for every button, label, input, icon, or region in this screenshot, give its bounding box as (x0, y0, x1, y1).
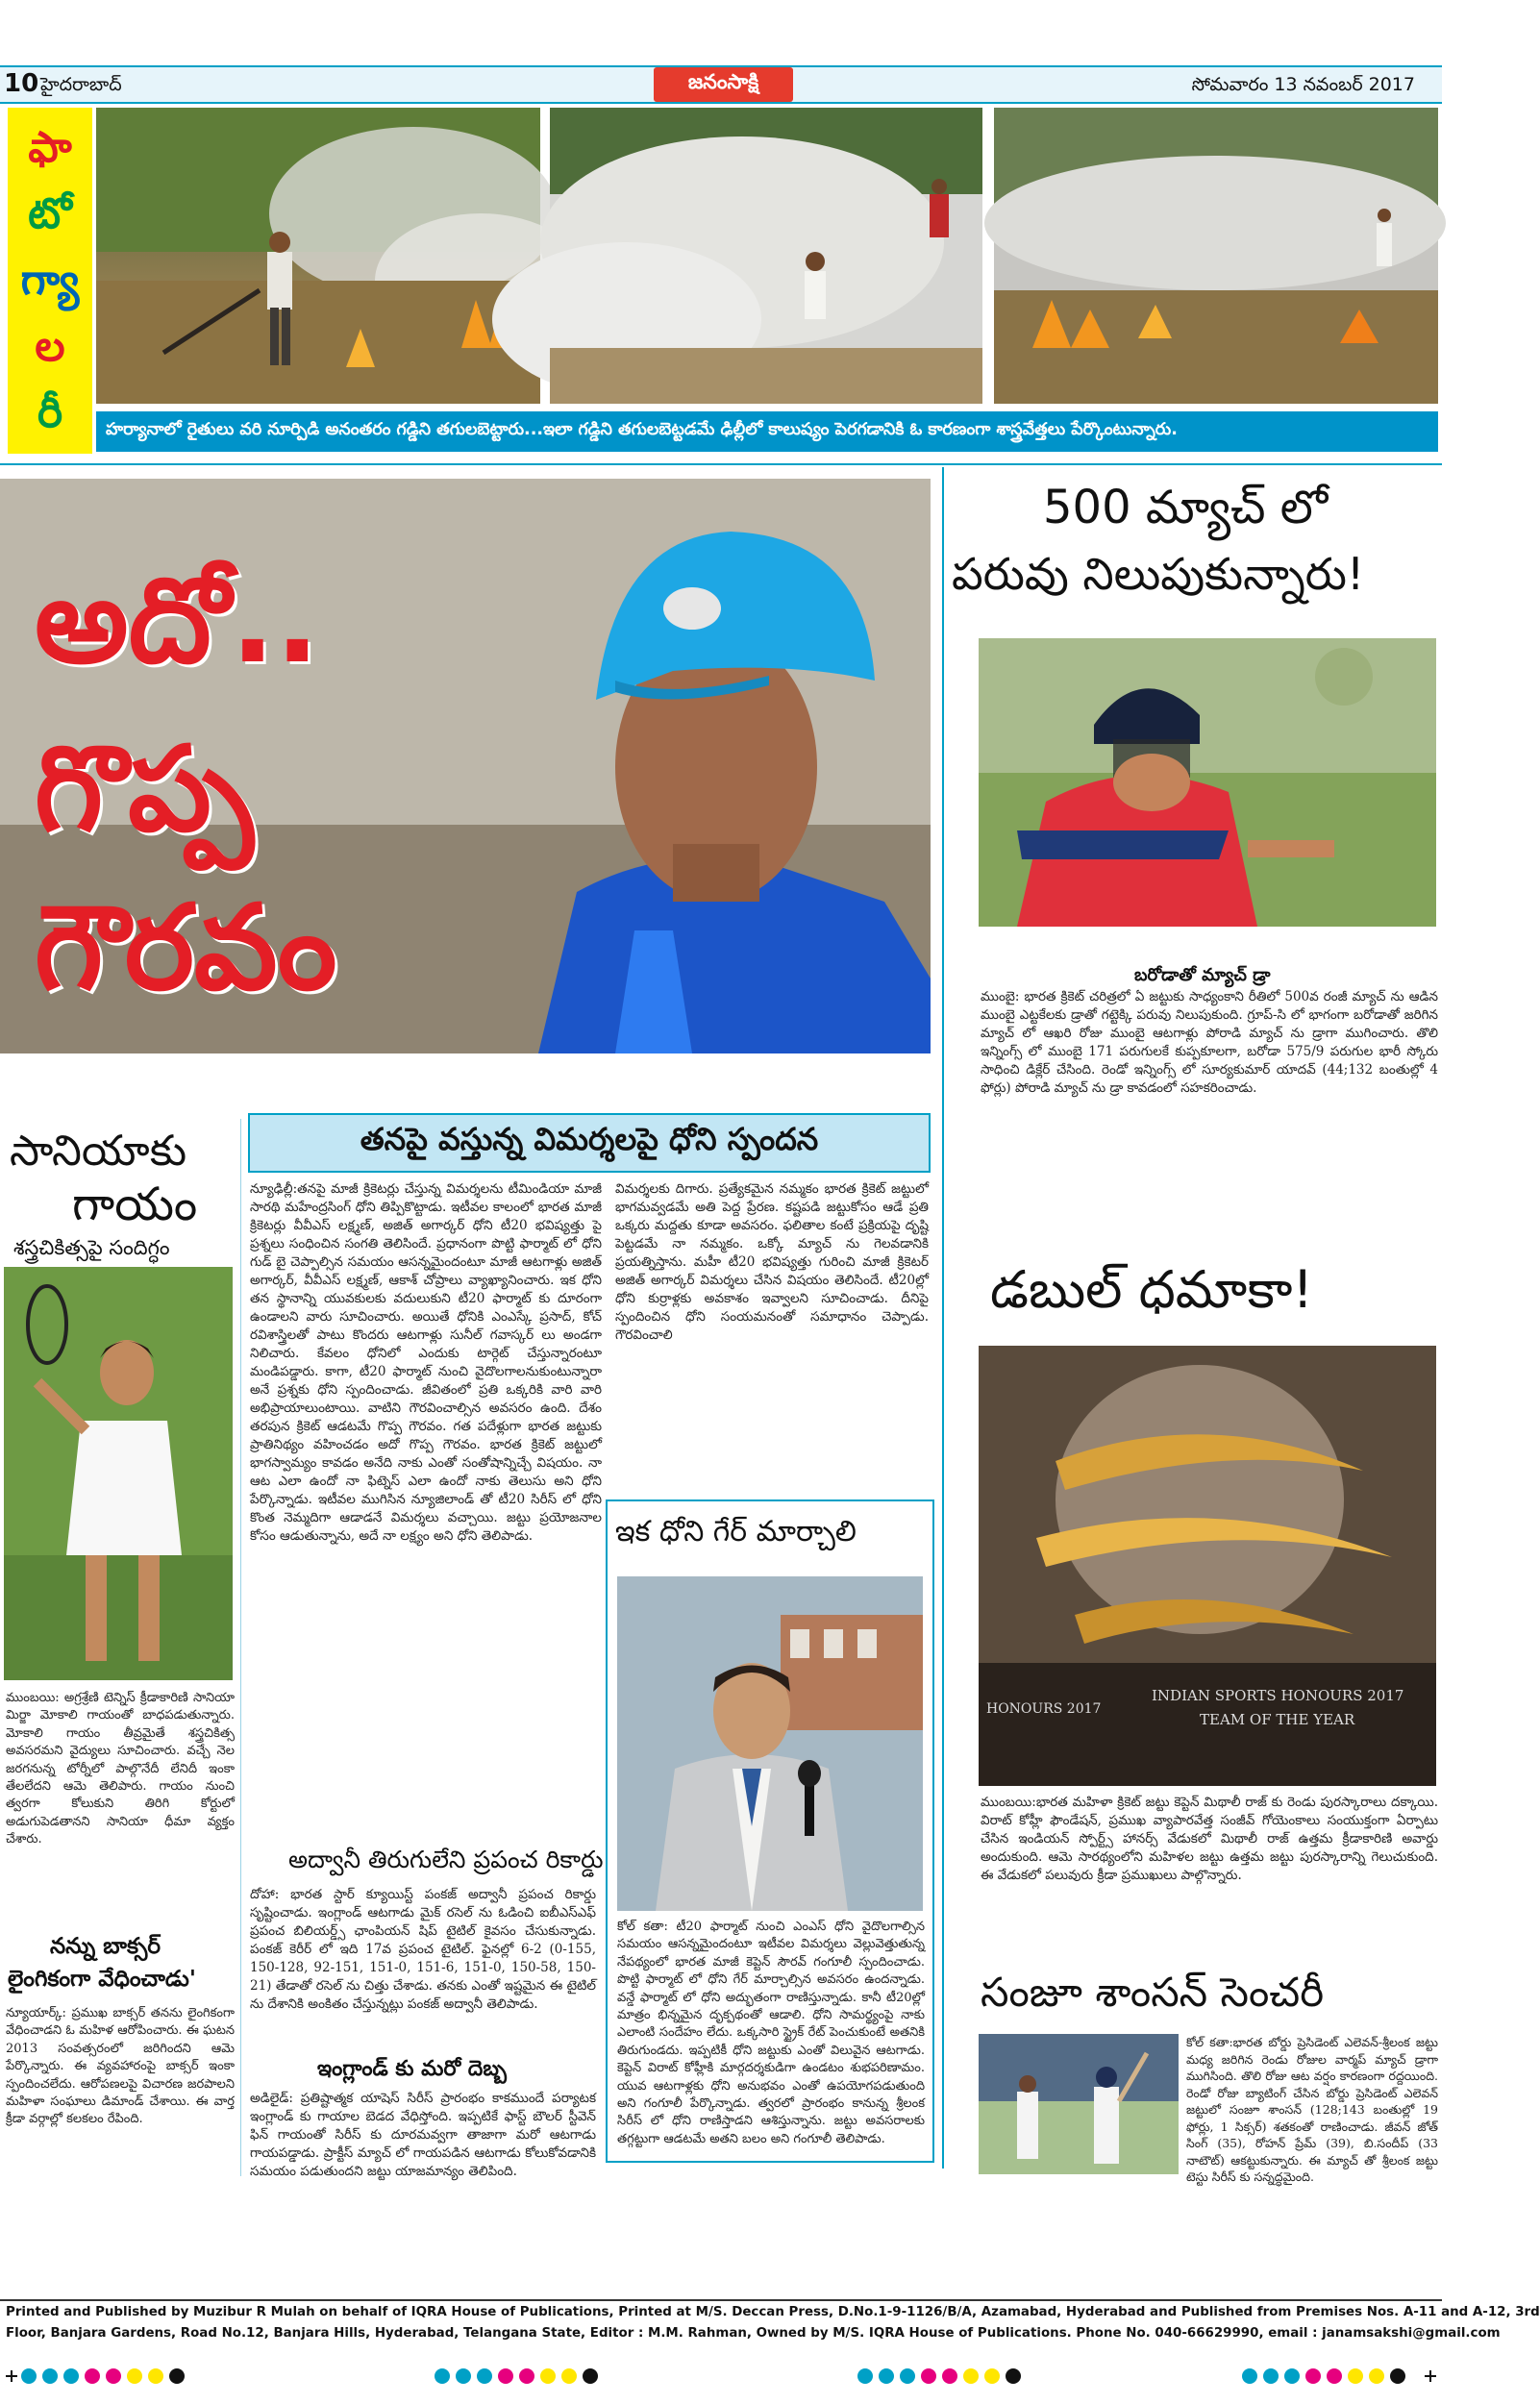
sania-photo (4, 1267, 233, 1680)
footer-rule (0, 2299, 1442, 2301)
ganguly-photo (617, 1576, 923, 1911)
ganguly-sidebar-title: ఇక ధోని గేర్ మార్చాలి (615, 1515, 857, 1549)
gallery-caption-bar (96, 411, 1438, 452)
trophy-plaque-left: HONOURS 2017 (986, 1701, 1102, 1717)
england-title: ఇంగ్లాండ్ కు మరో దెబ్బ (317, 2057, 507, 2081)
sania-title-line-1: సానియాకు (10, 1127, 187, 1176)
gallery-label-char: ల (35, 321, 65, 371)
sania-title-line-2: గాయం (72, 1177, 198, 1231)
gallery-label-char: రీ (37, 387, 63, 437)
samson-illustration (979, 2034, 1179, 2174)
cricketer-illustration (979, 638, 1436, 927)
boxer-title-line-1: నన్ను బాక్సర్ (50, 1934, 161, 1959)
page-number: 10 (4, 69, 39, 98)
logo (654, 67, 793, 102)
gallery-photo-farmer-burning (96, 108, 540, 404)
tennis-player-illustration (4, 1267, 233, 1680)
story1-title-line-2: పరువు నిలుపుకున్నారు! (952, 548, 1365, 600)
city-label: హైదరాబాద్ (40, 74, 122, 95)
story2-title: డబుల్ ధమాకా! (990, 1259, 1314, 1320)
dhoni-headline-line-1: అదో.. (35, 553, 320, 689)
gallery-label-char: ఫా (28, 123, 72, 173)
sania-body: ముంబయి: అగ్రశ్రేణి టెన్నిస్ క్రీడాకారిణి సానియా మిర్జా మోకాలి గాయంతో బాధపడుతున్నారు. మోకాలి గాయం తీవ్రమైతే శస్త్రచికిత్స అవసరమని వైద్యులు సూచించారు. వచ్చే నెల జరగనున్న టోర్నీలో పాల్గొనేదీ లేనిదీ ఇంకా తేలలేదని ఆమె తెలిపారు. గాయం నుంచి త్వరగా కోలుకుని తిరిగి కోర్టులో అడుగుపెడతానని సానియా ధీమా వ్యక్తం చేశారు. (6, 1691, 235, 1847)
gallery-label (8, 108, 92, 454)
burning-field-illustration (96, 108, 540, 404)
gallery-caption: హర్యానాలో రైతులు వరి నూర్పిడి అనంతరం గడ్డిని తగులబెట్టారు...ఇలా గడ్డిని తగులబెట్టడమే ఢిల్లీలో కాలుష్యం పెరగడానికి ఓ కారణంగా శాస్త్రవేత్తలు పేర్కొంటున్నారు. (106, 420, 1178, 439)
story1-title-line-1: 500 మ్యాచ్ లో (1043, 481, 1329, 534)
sania-subtitle: శస్త్రచికిత్సపై సందిగ్ధం (13, 1236, 170, 1259)
smoke-field-illustration (550, 108, 982, 404)
story1-photo-caption: బరోడాతో మ్యాచ్ డ్రా (1134, 965, 1271, 985)
dhoni-subheadline: తనపై వస్తున్న విమర్శలపై ధోని స్పందన (360, 1121, 819, 1157)
dhoni-subheadline-bar (248, 1113, 931, 1173)
column-rule (240, 1119, 241, 2176)
gallery-label-char: టో (28, 189, 72, 239)
dhoni-headline-line-2: గొప్ప (35, 721, 255, 857)
advani-title: అద్వానీ తిరుగులేని ప్రపంచ రికార్డు (288, 1846, 604, 1873)
advani-body: దోహా: భారత స్టార్ క్యూయిస్ట్ పంకజ్ అద్వానీ ప్రపంచ రికార్డు సృష్టించాడు. ఇంగ్లాండ్ ఆటగాడు మైక్ రసెల్ ను ఓడించి ఐబీఎస్ఎఫ్ ప్రపంచ బిలియర్డ్స్ ఛాంపియన్ షిప్ టైటిల్ కైవసం చేసుకున్నాడు. పంకజ్ కెరీర్ లో ఇది 17వ ప్రపంచ టైటిల్. ఫైనల్లో 6-2 (0-155, 150-128, 92-151, 151-0, 151-6, 151-0, 150-58, 150-21) తేడాతో రసెల్ ను చిత్తు చేశాడు. తనకు ఎంతో ఇష్టమైన ఈ టైటిల్ ను దేశానికి అంకితం చేస్తున్నట్లు పంకజ్ అద్వానీ తెలిపాడు. (250, 1887, 596, 2012)
section-divider (0, 463, 1442, 465)
story3-title: సంజూ శాంసన్ సెంచరీ (981, 1969, 1325, 2016)
story3-body: కోల్ కతా:భారత బోర్డు ప్రెసిడెంట్ ఎలెవన్-శ్రీలంక జట్టు మధ్య జరిగిన రెండు రోజుల వార్మప్ మ్యాచ్ డ్రాగా ముగిసింది. తొలి రోజు ఆట వర్షం కారణంగా రద్దయింది. రెండో రోజు బ్యాటింగ్ చేసిన బోర్డు ప్రెసిడెంట్ ఎలెవన్ జట్టులో సంజూ శాంసన్ (128;143 బంతుల్లో 19 ఫోర్లు, 1 సిక్సర్) శతకంతో రాణించాడు. జీవన్ జోత్ సింగ్ (35), రోహన్ ప్రేమ్ (39), బి.సందీప్ (33 నాటౌట్) ఆకట్టుకున్నారు. ఈ మ్యాచ్ తో శ్రీలంక జట్టు టెస్టు సిరీస్ కు సన్నద్ధమైంది. (1186, 2035, 1438, 2184)
issue-date: సోమవారం 13 నవంబర్ 2017 (1191, 74, 1415, 95)
footer-line-1: Printed and Published by Muzibur R Mulah on behalf of IQRA House of Publications, Printed at M/S. Deccan Press, D.No.1-9-1126/B/A, Azamabad, Hyderabad and Published from Premises Nos. A-11 and A-12, 3rd (6, 2305, 1540, 2319)
dhoni-headline-line-3: గౌరవం (35, 880, 337, 1016)
ganguly-body: కోల్ కతా: టీ20 ఫార్మాట్ నుంచి ఎంఎస్ ధోని వైదొలగాల్సిన సమయం ఆసన్నమైందంటూ ఇటీవల విమర్శలు వెల్లువెత్తుతున్న నేపథ్యంలో భారత మాజీ కెప్టెన్ సౌరవ్ గంగూలీ స్పందించాడు. పొట్టి ఫార్మాట్ లో ధోని గేర్ మార్చాల్సిన అవసరం ఉందన్నాడు. వన్డే ఫార్మాట్ లో ధోని అద్భుతంగా రాణిస్తున్నాడు. కానీ టీ20ల్లో మాత్రం భిన్నమైన దృక్పథంతో ఆడాలి. ధోని సామర్థ్యంపై నాకు ఎలాంటి సందేహం లేదు. ఒక్కసారి స్ట్రైక్ రేట్ పెంచుకుంటే అతనికి తిరుగుండదు. ఇప్పటికీ ధోని జట్టుకు ఎంతో విలువైన ఆటగాడు. కెప్టెన్ విరాట్ కోహ్లీకి మార్గదర్శకుడిగా ఉండటం శుభపరిణామం. యువ ఆటగాళ్లకు ధోని అనుభవం ఎంతో ఉపయోగపడుతుంది అని గంగూలీ పేర్కొన్నాడు. త్వరలో ప్రారంభం కానున్న శ్రీలంక సిరీస్ లో ధోని రాణిస్తాడని ఆశిస్తున్నాను. జట్టు అవసరాలకు తగ్గట్టుగా ఆడటమే అతని బలం అని గంగూలీ తెలిపాడు. (617, 1920, 925, 2146)
field-fire-illustration (994, 108, 1438, 404)
boxer-body: న్యూయార్క్: ప్రముఖ బాక్సర్ తనను లైంగికంగా వేధించాడని ఓ మహిళ ఆరోపించారు. ఈ ఘటన 2013 సంవత్సరంలో జరిగిందని ఆమె పేర్కొన్నారు. ఈ వ్యవహారంపై బాక్సర్ ఇంకా స్పందించలేదు. ఆరోపణలపై విచారణ జరపాలని మహిళా సంఘాలు డిమాండ్ చేశాయి. ఈ వార్త క్రీడా వర్గాల్లో కలకలం రేపింది. (6, 2006, 235, 2127)
gallery-photo-smoke-field (550, 108, 982, 404)
registration-mark-strip (0, 2357, 1442, 2395)
column-rule (942, 467, 944, 2169)
boxer-title-line-2: లైంగికంగా వేధించాడు' (8, 1967, 196, 1992)
logo-text: జనంసాక్షి (687, 70, 759, 93)
trophy-photo (979, 1346, 1436, 1786)
ganguly-illustration (617, 1576, 923, 1911)
footer-line-2: Floor, Banjara Gardens, Road No.12, Banjara Hills, Hyderabad, Telangana State, Editor : M.M. Rahman, Owned by M/S. IQRA House of Publications. Phone No. 040-66629990, email : janamsakshi@gmail.com (6, 2326, 1501, 2341)
registration-dots-icon (0, 2357, 1442, 2395)
gallery-photo-field-fire (994, 108, 1438, 404)
samson-photo (979, 2034, 1179, 2174)
gallery-label-char: గ్యా (20, 255, 80, 305)
dhoni-body-col1: న్యూఢిల్లీ:తనపై మాజీ క్రికెటర్లు చేస్తున్న విమర్శలను టీమిండియా మాజీ సారథి మహేంద్రసింగ్ ధోని తిప్పికొట్టాడు. ఇటీవల కాలంలో భారత మాజీ క్రికెటర్లు వీవీఎస్ లక్ష్మణ్, అజిత్ అగార్కర్ ధోని టీ20 భవిష్యత్తు పై ప్రశ్నలు సంధించిన సంగతి తెలిసిందే. ప్రధానంగా పొట్టి ఫార్మాట్ లో ధోని గుడ్ బై చెప్పాల్సిన సమయం ఆసన్నమైందంటూ మాజీ ఆటగాళ్లు అజిత్ అగార్కర్, వీవీఎస్ లక్ష్మణ్, ఆకాశ్ చోప్రాలు వ్యాఖ్యానించారు. ఇక ధోని తన స్థానాన్ని యువకులకు వదులుకుని టీ20 ఫార్మాట్ కు దూరంగా ఉండాలని వారు సూచించారు. అయితే ధోనికి ఎంఎస్కే ప్రసాద్, కోచ్ రవిశాస్త్రిలతో పాటు కొందరు ఆటగాళ్లు సునీల్ గవాస్కర్ లు అండగా నిలిచారు. కేవలం ధోనిలో ఎందుకు టార్గెట్ చేస్తున్నారంటూ మండిపడ్డారు. కాగా, టీ20 ఫార్మాట్ నుంచి వైదొలగాలనుకుంటున్నారా అనే ప్రశ్నకు ధోని స్పందించాడు. జీవితంలో ప్రతి ఒక్కరికి వారి వారి అభిప్రాయాలుంటాయి. వాటిని గౌరవించాల్సిన అవసరం ఉంది. దేశం తరపున క్రికెట్ ఆడటమే గొప్ప గౌరవం. గత పదేళ్లుగా భారత జట్టుకు ప్రాతినిథ్యం వహించడం అదో గొప్ప గౌరవం. భారత క్రికెట్ జట్టులో భాగస్వామ్యం కావడం అనేది నాకు ఎంతో సంతోషాన్నిచ్చే విషయం. నా ఆట ఎలా ఉందో నా ఫిట్నెస్ ఎలా ఉందో నాకు తెలుసు అని ధోని పేర్కొన్నాడు. ఇటీవల ముగిసిన న్యూజిలాండ్ తో టీ20 సిరీస్ లో ధోని కొంత నెమ్మదిగా ఆడాడనే విమర్శలు వచ్చాయి. జట్టు ప్రయోజనాల కోసం ఆడుతున్నాను, అదే నా లక్ష్యం అని ధోని తెలిపాడు. (250, 1181, 602, 1544)
story2-body: ముంబయి:భారత మహిళా క్రికెట్ జట్టు కెప్టెన్ మిథాలీ రాజ్ కు రెండు పురస్కారాలు దక్కాయి. విరాట్ కోహ్లీ ఫౌండేషన్, ప్రముఖ వ్యాపారవేత్త సంజీవ్ గోయెంకాలు సంయుక్తంగా ఏర్పాటు చేసిన ఇండియన్ స్పోర్ట్స్ హానర్స్ వేడుకలో మిథాలీ రాజ్ ఉత్తమ క్రీడాకారిణి అవార్డు అందుకుంది. ఆమె సారథ్యంలోని మహిళల జట్టు ఉత్తమ జట్టు పురస్కారాన్ని గెలుచుకుంది. ఈ వేడుకలో పలువురు క్రీడా ప్రముఖులు పాల్గొన్నారు. (981, 1795, 1438, 1883)
story1-body: ముంబై: భారత క్రికెట్ చరిత్రలో ఏ జట్టుకు సాధ్యంకాని రీతిలో 500వ రంజీ మ్యాచ్ ను ఆడిన ముంబై ఎట్టకేలకు డ్రాతో గట్టెక్కి పరువు నిలుపుకుంది. గ్రూప్-సి లో భాగంగా బరోడాతో జరిగిన మ్యాచ్ లో ఆఖరి రోజు ముంబై ఆటగాళ్లు పోరాడి మ్యాచ్ ను డ్రాగా ముగించారు. తొలి ఇన్నింగ్స్ లో ముంబై 171 పరుగులకే కుప్పకూలగా, బరోడా 575/9 పరుగుల భారీ స్కోరు సాధించి డిక్లేర్ చేసింది. రెండో ఇన్నింగ్స్ లో సూర్యకుమార్ యాదవ్ (44;132 బంతుల్లో 4 ఫోర్లు) పోరాడి మ్యాచ్ ను డ్రా కావడంలో సహకరించాడు. (981, 989, 1438, 1096)
trophy-plaque-main: INDIAN SPORTS HONOURS 2017 (1152, 1687, 1404, 1704)
england-body: అడిలైడ్: ప్రతిష్టాత్మక యాషెస్ సిరీస్ ప్రారంభం కాకముందే పర్యాటక ఇంగ్లాండ్ కు గాయాల బెడద వేధిస్తోంది. ఇప్పటికే ఫాస్ట్ బౌలర్ స్టీవెన్ ఫిన్ గాయంతో సిరీస్ కు దూరమవ్వగా తాజాగా మరో ఆటగాడు గాయపడ్డాడు. ప్రాక్టీస్ మ్యాచ్ లో గాయపడిన ఆటగాడు కోలుకోవడానికి సమయం పడుతుందని జట్టు యాజమాన్యం తెలిపింది. (250, 2091, 596, 2179)
cricketer-photo (979, 638, 1436, 927)
trophy-plaque-sub: TEAM OF THE YEAR (1200, 1711, 1355, 1728)
dhoni-body-col2: విమర్శలకు దిగారు. ప్రత్యేకమైన నమ్మకం భారత క్రికెట్ జట్టులో భాగమవ్వడమే అతి పెద్ద ప్రేరణ. కష్టపడి జట్టుకోసం ఆడే ప్రతి ఒక్కరు మద్దతు కూడా అవసరం. ఫలితాల కంటే ప్రక్రియపై దృష్టి పెట్టడమే నా నమ్మకం. ఒక్కో మ్యాచ్ ను గెలవడానికి ప్రయత్నిస్తాను. మహీ టీ20 భవిష్యత్తు గురించి మాజీ క్రికెటర్ అజిత్ అగార్కర్ విమర్శలు చేసిన విషయం తెలిసిందే. టీ20ల్లో ధోని కుర్రాళ్లకు అవకాశం ఇవ్వాలని సూచించాడు. దీనిపై స్పందించిన ధోని సంయమనంతో సమాధానం చెప్పాడు. గౌరవించాలి (615, 1181, 929, 1343)
